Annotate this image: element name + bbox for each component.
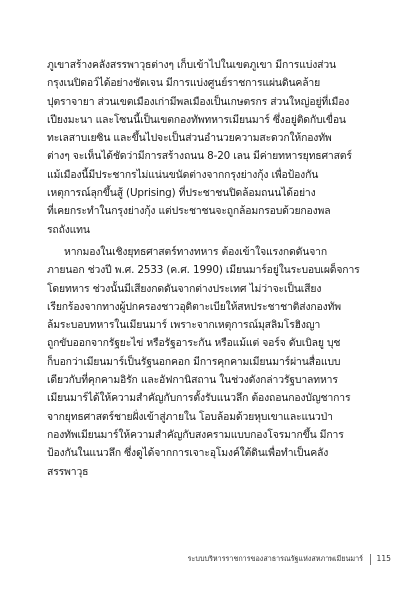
text-line: เรียกร้องจากทางผู้ปกครองชาวอุดิตาะเบียให้สหประชาชาติส่งกองทัพ xyxy=(47,300,341,313)
text-line: สรรพาวุธ xyxy=(47,465,89,478)
body-text xyxy=(47,56,375,481)
text-line: ทะเลสาบเยซิน และขึ้นไปจะเป็นส่วนอำนวยความสะดวกให้กองทัพ xyxy=(47,132,332,145)
running-footer-title: ระบบบริหารราชการของสาธารณรัฐแห่งสหภาพเมียนมาร์ xyxy=(187,554,363,563)
footer-divider xyxy=(370,554,371,565)
paragraph-1 xyxy=(47,56,375,239)
text-line: ภายนอก ช่วงปี พ.ศ. 2533 (ค.ศ. 1990) เมียนมาร์อยู่ในระบอบเผด็จการ xyxy=(47,264,360,277)
text-line: ป้องกันในแนวลึก ซึ่งดูได้จากการเจาะอุโมงค์ใต้ดินเพื่อทำเป็นคลัง xyxy=(47,447,329,460)
text-line: เหตุการณ์ลุกขึ้นสู้ (Uprising) ที่ประชาชนปิดล้อมถนนได้อย่าง xyxy=(47,187,316,200)
text-line: ก็บอกว่าเมียนมาร์เป็นรัฐนอกคอก มีการคุกคามเมียนมาร์ผ่านสื่อแบบ xyxy=(47,355,341,368)
text-line: เปียงมะนา และโซนนี้เป็นเขตกองทัพทหารเมียนมาร์ ซึ่งอยู่ติดกับเขื่อน xyxy=(47,113,346,126)
paragraph-2 xyxy=(47,243,375,481)
text-line: ภูเขาสร้างคลังสรรพาวุธต่างๆ เก็บเข้าไปในเขตภูเขา มีการแบ่งส่วน xyxy=(47,59,336,71)
text-line: ถูกขับออกจากรัฐยะไข่ หรือรัฐอาระกัน หรือแม้แต่ จอร์จ ดับเบิลยู บุช xyxy=(47,337,341,350)
text-line: โดยทหาร ช่วงนั้นมีเสียงกดดันจากต่างประเทศ ไม่ว่าจะเป็นเสียง xyxy=(47,282,322,295)
text-line: เดียวกับที่คุกคามอิรัก และอัฟกานิสถาน ในช่วงดังกล่าวรัฐบาลทหาร xyxy=(47,374,338,387)
text-line: กรุงเนปิดอว์ได้อย่างชัดเจน มีการแบ่งศูนย์ราชการแผ่นดินคล้าย xyxy=(47,77,321,90)
text-line: ล้มระบอบทหารในเมียนมาร์ เพราะจากเหตุการณ์มุสลิมโรฮิงญา xyxy=(47,319,321,332)
text-line: ปุตราจายา ส่วนเขตเมืองเก่ามีพลเมืองเป็นเกษตรกร ส่วนใหญ่อยู่ที่เมือง xyxy=(47,95,350,108)
text-line: เมียนมาร์ได้ให้ความสำคัญกับการตั้งรับแนวลึก ต้องถอนกองบัญชาการ xyxy=(47,392,351,405)
page-number: 115 xyxy=(376,554,391,563)
text-line: กองทัพเมียนมาร์ให้ความสำคัญกับสงครามแบบกองโจรมากขึ้น มีการ xyxy=(47,428,344,441)
text-line: รถถังแทน xyxy=(47,223,90,236)
text-line: ต่างๆ จะเห็นได้ชัดว่ามีการสร้างถนน 8-20 เลน มีค่ายทหารยุทธศาสตร์ xyxy=(47,150,352,163)
text-line: ที่เคยกระทำในกรุงย่างกุ้ง แต่ประชาชนจะถูกล้อมกรอบด้วยกองพล xyxy=(47,205,331,218)
text-line: หากมองในเชิงยุทธศาสตร์ทางทหาร ต้องเข้าใจแรงกดดันจาก xyxy=(64,245,327,258)
text-line: จากยุทธศาสตร์ชายฝั่งเข้าสู่ภายใน โอบล้อมด้วยหุบเขาและแนวป่า xyxy=(47,410,333,423)
page-footer xyxy=(0,553,411,567)
text-line: แม้เมืองนี้มีประชากรไม่แน่นขนัดต่างจากกรุงย่างกุ้ง เพื่อป้องกัน xyxy=(47,168,319,181)
